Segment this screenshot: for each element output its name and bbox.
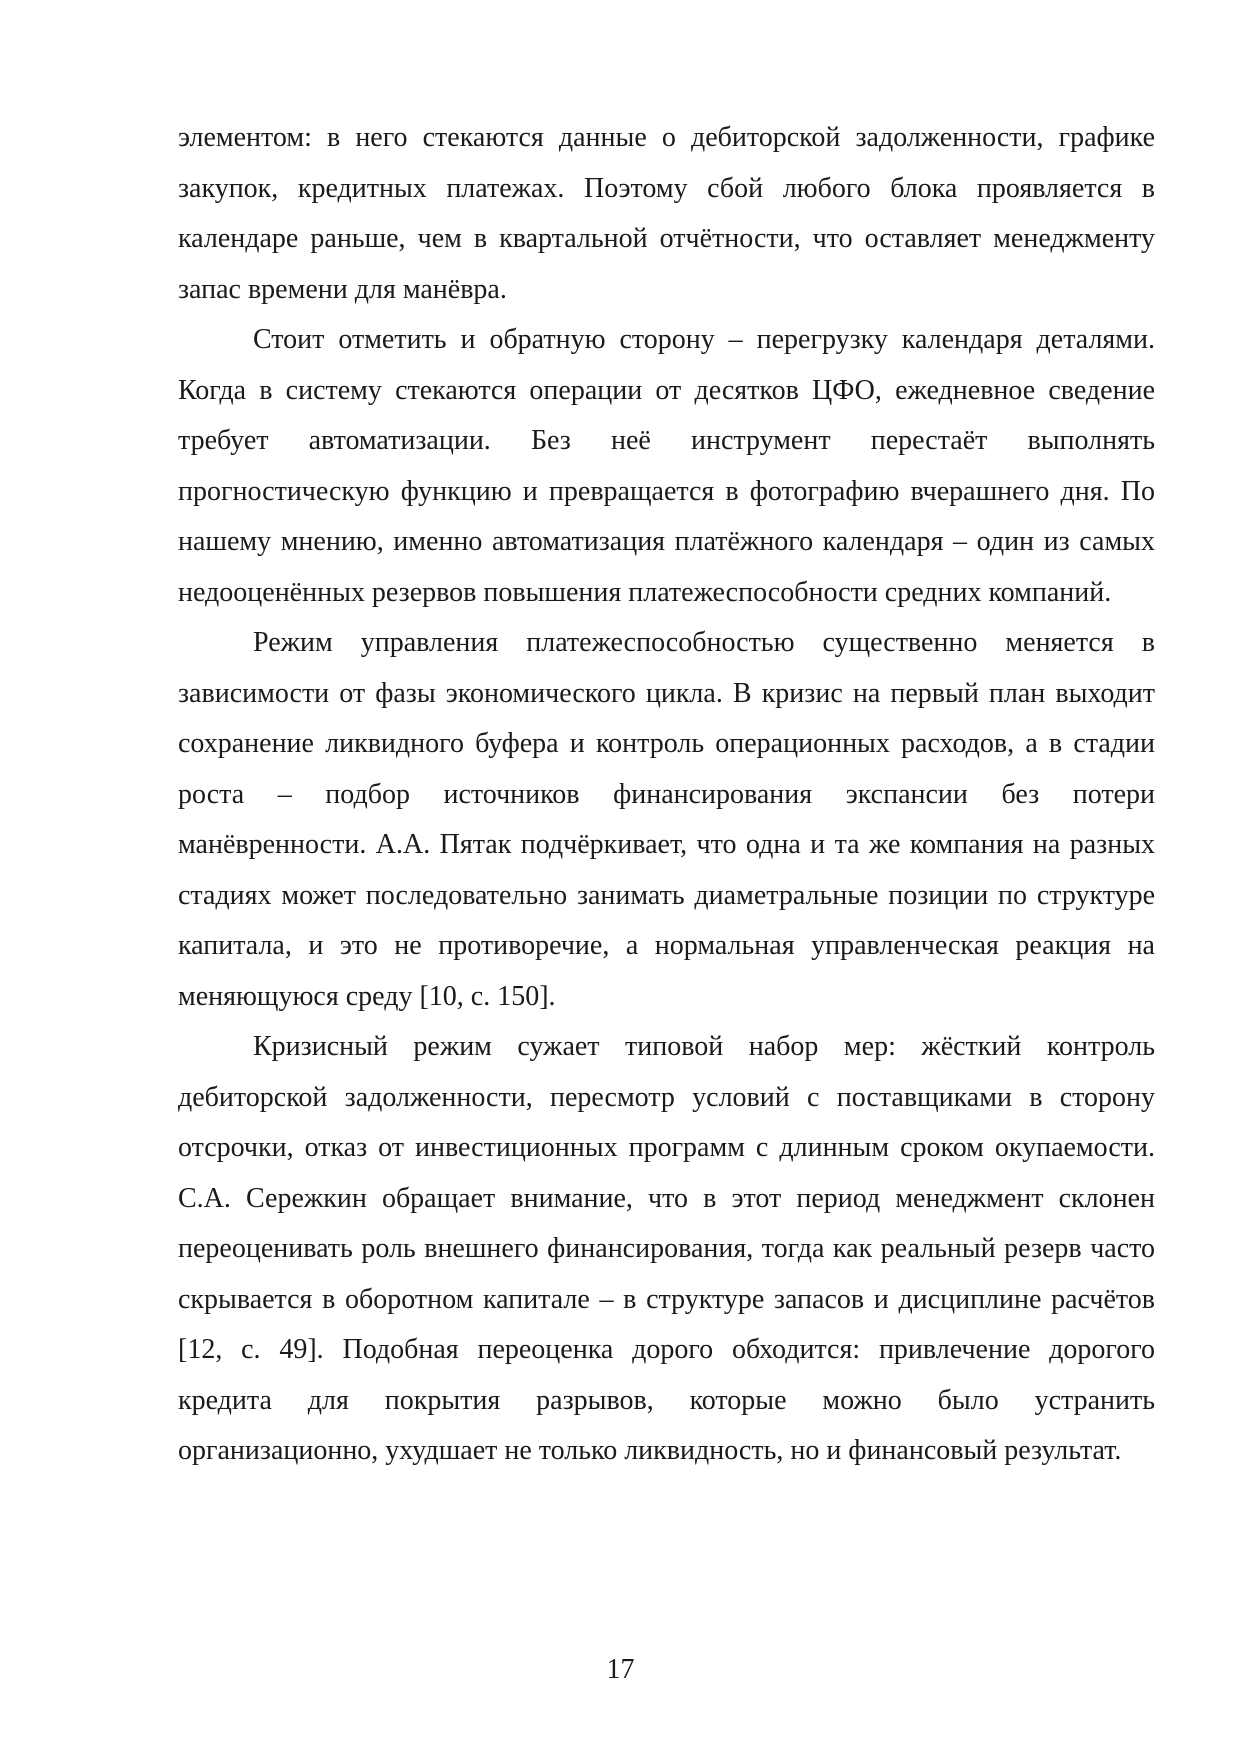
paragraph-calendar-overload: Стоит отметить и обратную сторону – перегрузку календаря деталями. Когда в систему стекаются операции от десятков ЦФО, ежедневное сведение требует автоматизации. Без неё инструмент перестаёт выполнять прогностическую функцию и превращается в фотографию вчерашнего дня. По нашему мнению, именно автоматизация платёжного календаря – один из самых недооценённых резервов повышения платежеспособности средних компаний.: [178, 324, 1155, 608]
paragraph-continuation: элементом: в него стекаются данные о дебиторской задолженности, графике закупок, кредитных платежах. Поэтому сбой любого блока проявляется в календаре раньше, чем в квартальной отчётности, что оставляет менеджменту запас времени для манёвра.: [178, 122, 1155, 305]
paragraph-economic-cycle: Режим управления платежеспособностью существенно меняется в зависимости от фазы экономического цикла. В кризис на первый план выходит сохранение ликвидного буфера и контроль операционных расходов, а в стадии роста – подбор источников финансирования экспансии без потери манёвренности. А.А. Пятак подчёркивает, что одна и та же компания на разных стадиях может последовательно занимать диаметральные позиции по структуре капитала, и это не противоречие, а нормальная управленческая реакция на меняющуюся среду [10, с. 150].: [178, 627, 1155, 1012]
body-text: [178, 113, 1155, 1477]
paragraph-crisis-mode: Кризисный режим сужает типовой набор мер: жёсткий контроль дебиторской задолженности, пересмотр условий с поставщиками в сторону отсрочки, отказ от инвестиционных программ с длинным сроком окупаемости. С.А. Сережкин обращает внимание, что в этот период менеджмент склонен переоценивать роль внешнего финансирования, тогда как реальный резерв часто скрывается в оборотном капитале – в структуре запасов и дисциплине расчётов [12, с. 49]. Подобная переоценка дорого обходится: привлечение дорогого кредита для покрытия разрывов, которые можно было устранить организационно, ухудшает не только ликвидность, но и финансовый результат.: [178, 1031, 1155, 1466]
page-number: 17: [606, 1654, 635, 1685]
